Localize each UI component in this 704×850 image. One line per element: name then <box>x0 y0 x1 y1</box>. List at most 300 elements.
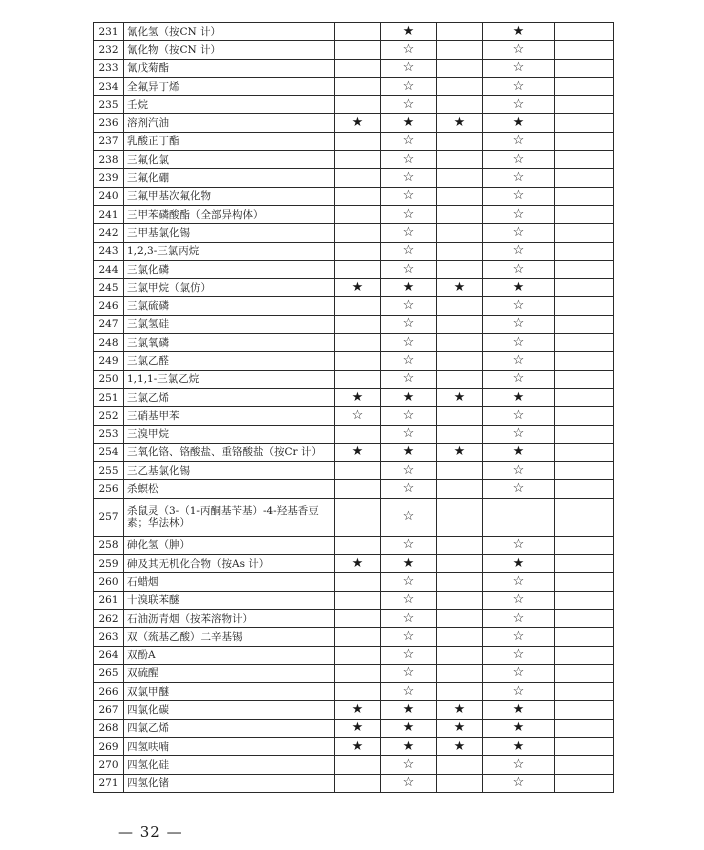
filled-star-icon: ★ <box>437 279 483 297</box>
chemical-name: 三甲苯磷酸酯（全部异构体） <box>124 205 335 223</box>
chemical-name: 砷化氢（胂） <box>124 536 335 554</box>
empty-cell <box>555 169 614 187</box>
chemical-name: 十溴联苯醚 <box>124 591 335 609</box>
empty-cell <box>335 628 381 646</box>
table-row <box>94 628 614 646</box>
empty-cell <box>437 425 483 443</box>
empty-cell <box>437 573 483 591</box>
chemical-name: 三甲基氯化锡 <box>124 224 335 242</box>
empty-cell <box>335 664 381 682</box>
empty-cell <box>555 315 614 333</box>
table-row <box>94 370 614 388</box>
empty-cell <box>555 59 614 77</box>
row-number: 247 <box>94 315 124 333</box>
empty-cell <box>437 555 483 573</box>
empty-cell <box>555 334 614 352</box>
chemical-name: 杀鼠灵（3-（1-丙酮基苄基）-4-羟基香豆素；华法林） <box>124 498 335 536</box>
outline-star-icon: ☆ <box>483 683 555 701</box>
chemical-name: 三氯乙醛 <box>124 352 335 370</box>
table-row <box>94 205 614 223</box>
outline-star-icon: ☆ <box>381 756 437 774</box>
filled-star-icon: ★ <box>335 701 381 719</box>
table-row <box>94 41 614 59</box>
outline-star-icon: ☆ <box>381 96 437 114</box>
empty-cell <box>437 462 483 480</box>
outline-star-icon: ☆ <box>483 480 555 498</box>
row-number: 241 <box>94 205 124 223</box>
empty-cell <box>555 77 614 95</box>
chemical-name: 氰化物（按CN 计） <box>124 41 335 59</box>
empty-cell <box>555 443 614 461</box>
empty-cell <box>335 756 381 774</box>
row-number: 249 <box>94 352 124 370</box>
outline-star-icon: ☆ <box>483 205 555 223</box>
empty-cell <box>335 334 381 352</box>
row-number: 251 <box>94 388 124 406</box>
empty-cell <box>437 591 483 609</box>
empty-cell <box>437 609 483 627</box>
empty-cell <box>437 646 483 664</box>
row-number: 242 <box>94 224 124 242</box>
row-number: 259 <box>94 555 124 573</box>
outline-star-icon: ☆ <box>483 41 555 59</box>
table-row <box>94 536 614 554</box>
outline-star-icon: ☆ <box>483 370 555 388</box>
row-number: 258 <box>94 536 124 554</box>
filled-star-icon: ★ <box>483 279 555 297</box>
filled-star-icon: ★ <box>381 23 437 41</box>
empty-cell <box>555 719 614 737</box>
empty-cell <box>555 242 614 260</box>
empty-cell <box>335 242 381 260</box>
empty-cell <box>335 370 381 388</box>
chemical-name: 双酚A <box>124 646 335 664</box>
outline-star-icon: ☆ <box>483 591 555 609</box>
outline-star-icon: ☆ <box>381 315 437 333</box>
chemical-name: 三乙基氯化锡 <box>124 462 335 480</box>
filled-star-icon: ★ <box>381 114 437 132</box>
table-row <box>94 59 614 77</box>
outline-star-icon: ☆ <box>483 187 555 205</box>
empty-cell <box>437 774 483 792</box>
chemical-name: 乳酸正丁酯 <box>124 132 335 150</box>
empty-cell <box>437 498 483 536</box>
empty-cell <box>555 260 614 278</box>
page-number: — 32 — <box>118 823 183 841</box>
row-number: 267 <box>94 701 124 719</box>
row-number: 257 <box>94 498 124 536</box>
outline-star-icon: ☆ <box>381 407 437 425</box>
row-number: 246 <box>94 297 124 315</box>
table-row <box>94 96 614 114</box>
filled-star-icon: ★ <box>335 555 381 573</box>
empty-cell <box>483 498 555 536</box>
outline-star-icon: ☆ <box>483 59 555 77</box>
filled-star-icon: ★ <box>483 555 555 573</box>
table-row <box>94 151 614 169</box>
outline-star-icon: ☆ <box>483 352 555 370</box>
chemical-name: 三氟化硼 <box>124 169 335 187</box>
empty-cell <box>555 205 614 223</box>
row-number: 250 <box>94 370 124 388</box>
row-number: 239 <box>94 169 124 187</box>
chemical-table <box>93 22 614 793</box>
chemical-name: 三氧化铬、铬酸盐、重铬酸盐（按Cr 计） <box>124 443 335 461</box>
chemical-name: 壬烷 <box>124 96 335 114</box>
empty-cell <box>437 77 483 95</box>
empty-cell <box>437 352 483 370</box>
empty-cell <box>437 664 483 682</box>
filled-star-icon: ★ <box>381 279 437 297</box>
empty-cell <box>335 96 381 114</box>
chemical-name: 氰戊菊酯 <box>124 59 335 77</box>
row-number: 240 <box>94 187 124 205</box>
empty-cell <box>335 59 381 77</box>
outline-star-icon: ☆ <box>381 480 437 498</box>
outline-star-icon: ☆ <box>483 297 555 315</box>
filled-star-icon: ★ <box>483 443 555 461</box>
outline-star-icon: ☆ <box>381 609 437 627</box>
filled-star-icon: ★ <box>381 443 437 461</box>
empty-cell <box>335 609 381 627</box>
chemical-name: 三氟甲基次氟化物 <box>124 187 335 205</box>
chemical-name: 三溴甲烷 <box>124 425 335 443</box>
row-number: 271 <box>94 774 124 792</box>
outline-star-icon: ☆ <box>381 591 437 609</box>
empty-cell <box>555 132 614 150</box>
table-row <box>94 407 614 425</box>
chemical-name: 三氯乙烯 <box>124 388 335 406</box>
empty-cell <box>335 774 381 792</box>
outline-star-icon: ☆ <box>483 315 555 333</box>
empty-cell <box>335 169 381 187</box>
empty-cell <box>437 297 483 315</box>
row-number: 266 <box>94 683 124 701</box>
chemical-name: 三氯化磷 <box>124 260 335 278</box>
empty-cell <box>437 96 483 114</box>
empty-cell <box>335 462 381 480</box>
empty-cell <box>335 23 381 41</box>
empty-cell <box>437 536 483 554</box>
filled-star-icon: ★ <box>381 719 437 737</box>
outline-star-icon: ☆ <box>483 609 555 627</box>
row-number: 262 <box>94 609 124 627</box>
outline-star-icon: ☆ <box>381 224 437 242</box>
chemical-name: 三氟化氯 <box>124 151 335 169</box>
chemical-name: 四氢化锗 <box>124 774 335 792</box>
empty-cell <box>555 701 614 719</box>
filled-star-icon: ★ <box>381 388 437 406</box>
filled-star-icon: ★ <box>335 737 381 755</box>
empty-cell <box>555 187 614 205</box>
filled-star-icon: ★ <box>483 701 555 719</box>
table-row <box>94 555 614 573</box>
empty-cell <box>335 573 381 591</box>
empty-cell <box>555 628 614 646</box>
empty-cell <box>437 242 483 260</box>
outline-star-icon: ☆ <box>381 628 437 646</box>
empty-cell <box>437 169 483 187</box>
empty-cell <box>335 151 381 169</box>
outline-star-icon: ☆ <box>381 41 437 59</box>
empty-cell <box>555 683 614 701</box>
chemical-name: 全氟异丁烯 <box>124 77 335 95</box>
outline-star-icon: ☆ <box>483 169 555 187</box>
chemical-name: 杀螟松 <box>124 480 335 498</box>
empty-cell <box>555 737 614 755</box>
empty-cell <box>555 480 614 498</box>
table-row <box>94 77 614 95</box>
empty-cell <box>335 591 381 609</box>
row-number: 255 <box>94 462 124 480</box>
empty-cell <box>555 498 614 536</box>
table-row <box>94 352 614 370</box>
chemical-name: 三氯氢硅 <box>124 315 335 333</box>
empty-cell <box>555 41 614 59</box>
chemical-name: 四氯乙烯 <box>124 719 335 737</box>
empty-cell <box>555 664 614 682</box>
empty-cell <box>437 756 483 774</box>
filled-star-icon: ★ <box>483 737 555 755</box>
filled-star-icon: ★ <box>335 114 381 132</box>
row-number: 253 <box>94 425 124 443</box>
outline-star-icon: ☆ <box>381 77 437 95</box>
table-row <box>94 462 614 480</box>
empty-cell <box>437 315 483 333</box>
chemical-name: 三氯甲烷（氯仿） <box>124 279 335 297</box>
table-row <box>94 114 614 132</box>
filled-star-icon: ★ <box>335 443 381 461</box>
chemical-name: 砷及其无机化合物（按As 计） <box>124 555 335 573</box>
empty-cell <box>437 187 483 205</box>
chemical-name: 石油沥青烟（按苯溶物计） <box>124 609 335 627</box>
empty-cell <box>335 41 381 59</box>
row-number: 231 <box>94 23 124 41</box>
empty-cell <box>437 132 483 150</box>
outline-star-icon: ☆ <box>483 242 555 260</box>
empty-cell <box>437 41 483 59</box>
empty-cell <box>335 646 381 664</box>
outline-star-icon: ☆ <box>483 425 555 443</box>
table-row <box>94 609 614 627</box>
outline-star-icon: ☆ <box>381 260 437 278</box>
empty-cell <box>437 59 483 77</box>
outline-star-icon: ☆ <box>381 59 437 77</box>
outline-star-icon: ☆ <box>381 536 437 554</box>
outline-star-icon: ☆ <box>483 77 555 95</box>
empty-cell <box>335 683 381 701</box>
table-row <box>94 388 614 406</box>
outline-star-icon: ☆ <box>483 756 555 774</box>
table-row <box>94 683 614 701</box>
empty-cell <box>335 205 381 223</box>
row-number: 263 <box>94 628 124 646</box>
table-row <box>94 279 614 297</box>
row-number: 245 <box>94 279 124 297</box>
chemical-name: 双氯甲醚 <box>124 683 335 701</box>
empty-cell <box>555 96 614 114</box>
empty-cell <box>555 573 614 591</box>
row-number: 243 <box>94 242 124 260</box>
table-row <box>94 23 614 41</box>
empty-cell <box>437 480 483 498</box>
filled-star-icon: ★ <box>483 388 555 406</box>
outline-star-icon: ☆ <box>483 536 555 554</box>
empty-cell <box>437 260 483 278</box>
row-number: 237 <box>94 132 124 150</box>
row-number: 260 <box>94 573 124 591</box>
empty-cell <box>555 388 614 406</box>
empty-cell <box>437 23 483 41</box>
chemical-name: 双硫醒 <box>124 664 335 682</box>
table-row <box>94 334 614 352</box>
table-row <box>94 573 614 591</box>
row-number: 265 <box>94 664 124 682</box>
chemical-name: 四氢呋喃 <box>124 737 335 755</box>
table-row <box>94 187 614 205</box>
outline-star-icon: ☆ <box>381 462 437 480</box>
outline-star-icon: ☆ <box>483 151 555 169</box>
table-row <box>94 664 614 682</box>
outline-star-icon: ☆ <box>483 664 555 682</box>
chemical-name: 三氯氧磷 <box>124 334 335 352</box>
row-number: 270 <box>94 756 124 774</box>
filled-star-icon: ★ <box>483 719 555 737</box>
row-number: 235 <box>94 96 124 114</box>
table-row <box>94 737 614 755</box>
chemical-name: 四氢化硅 <box>124 756 335 774</box>
chemical-name: 三氯硫磷 <box>124 297 335 315</box>
table-row <box>94 443 614 461</box>
empty-cell <box>335 132 381 150</box>
filled-star-icon: ★ <box>437 737 483 755</box>
empty-cell <box>555 555 614 573</box>
empty-cell <box>335 425 381 443</box>
row-number: 234 <box>94 77 124 95</box>
table-row <box>94 719 614 737</box>
outline-star-icon: ☆ <box>381 425 437 443</box>
outline-star-icon: ☆ <box>381 151 437 169</box>
empty-cell <box>555 646 614 664</box>
outline-star-icon: ☆ <box>381 132 437 150</box>
chemical-name: 四氯化碳 <box>124 701 335 719</box>
empty-cell <box>335 480 381 498</box>
empty-cell <box>437 628 483 646</box>
empty-cell <box>335 315 381 333</box>
row-number: 269 <box>94 737 124 755</box>
empty-cell <box>555 352 614 370</box>
empty-cell <box>437 151 483 169</box>
empty-cell <box>335 297 381 315</box>
table-row <box>94 498 614 536</box>
empty-cell <box>555 774 614 792</box>
empty-cell <box>437 370 483 388</box>
outline-star-icon: ☆ <box>483 96 555 114</box>
filled-star-icon: ★ <box>335 388 381 406</box>
row-number: 244 <box>94 260 124 278</box>
row-number: 248 <box>94 334 124 352</box>
row-number: 268 <box>94 719 124 737</box>
empty-cell <box>555 756 614 774</box>
empty-cell <box>335 77 381 95</box>
filled-star-icon: ★ <box>483 23 555 41</box>
outline-star-icon: ☆ <box>381 646 437 664</box>
table-row <box>94 774 614 792</box>
chemical-name: 双（巯基乙酸）二辛基锡 <box>124 628 335 646</box>
row-number: 261 <box>94 591 124 609</box>
filled-star-icon: ★ <box>437 114 483 132</box>
empty-cell <box>555 609 614 627</box>
outline-star-icon: ☆ <box>381 187 437 205</box>
table-row <box>94 297 614 315</box>
outline-star-icon: ☆ <box>381 169 437 187</box>
table-row <box>94 756 614 774</box>
empty-cell <box>335 224 381 242</box>
table-row <box>94 242 614 260</box>
empty-cell <box>555 370 614 388</box>
empty-cell <box>437 224 483 242</box>
table-row <box>94 315 614 333</box>
empty-cell <box>555 151 614 169</box>
empty-cell <box>555 407 614 425</box>
outline-star-icon: ☆ <box>381 297 437 315</box>
empty-cell <box>555 425 614 443</box>
empty-cell <box>335 260 381 278</box>
empty-cell <box>437 334 483 352</box>
empty-cell <box>437 205 483 223</box>
outline-star-icon: ☆ <box>483 224 555 242</box>
empty-cell <box>555 114 614 132</box>
empty-cell <box>335 536 381 554</box>
empty-cell <box>555 462 614 480</box>
outline-star-icon: ☆ <box>483 646 555 664</box>
table-row <box>94 480 614 498</box>
filled-star-icon: ★ <box>381 737 437 755</box>
outline-star-icon: ☆ <box>381 370 437 388</box>
empty-cell <box>555 23 614 41</box>
empty-cell <box>335 498 381 536</box>
filled-star-icon: ★ <box>381 555 437 573</box>
outline-star-icon: ☆ <box>483 628 555 646</box>
chemical-name: 1,2,3-三氯丙烷 <box>124 242 335 260</box>
filled-star-icon: ★ <box>437 701 483 719</box>
empty-cell <box>555 297 614 315</box>
empty-cell <box>555 536 614 554</box>
outline-star-icon: ☆ <box>381 498 437 536</box>
empty-cell <box>335 187 381 205</box>
chemical-name: 溶剂汽油 <box>124 114 335 132</box>
empty-cell <box>335 352 381 370</box>
outline-star-icon: ☆ <box>483 407 555 425</box>
outline-star-icon: ☆ <box>483 573 555 591</box>
empty-cell <box>555 224 614 242</box>
table-row <box>94 701 614 719</box>
outline-star-icon: ☆ <box>381 352 437 370</box>
outline-star-icon: ☆ <box>381 242 437 260</box>
table-row <box>94 132 614 150</box>
row-number: 236 <box>94 114 124 132</box>
filled-star-icon: ★ <box>437 388 483 406</box>
outline-star-icon: ☆ <box>483 132 555 150</box>
chemical-name: 三硝基甲苯 <box>124 407 335 425</box>
filled-star-icon: ★ <box>335 279 381 297</box>
outline-star-icon: ☆ <box>381 334 437 352</box>
table-row <box>94 260 614 278</box>
table-row <box>94 646 614 664</box>
outline-star-icon: ☆ <box>483 774 555 792</box>
outline-star-icon: ☆ <box>381 573 437 591</box>
outline-star-icon: ☆ <box>335 407 381 425</box>
